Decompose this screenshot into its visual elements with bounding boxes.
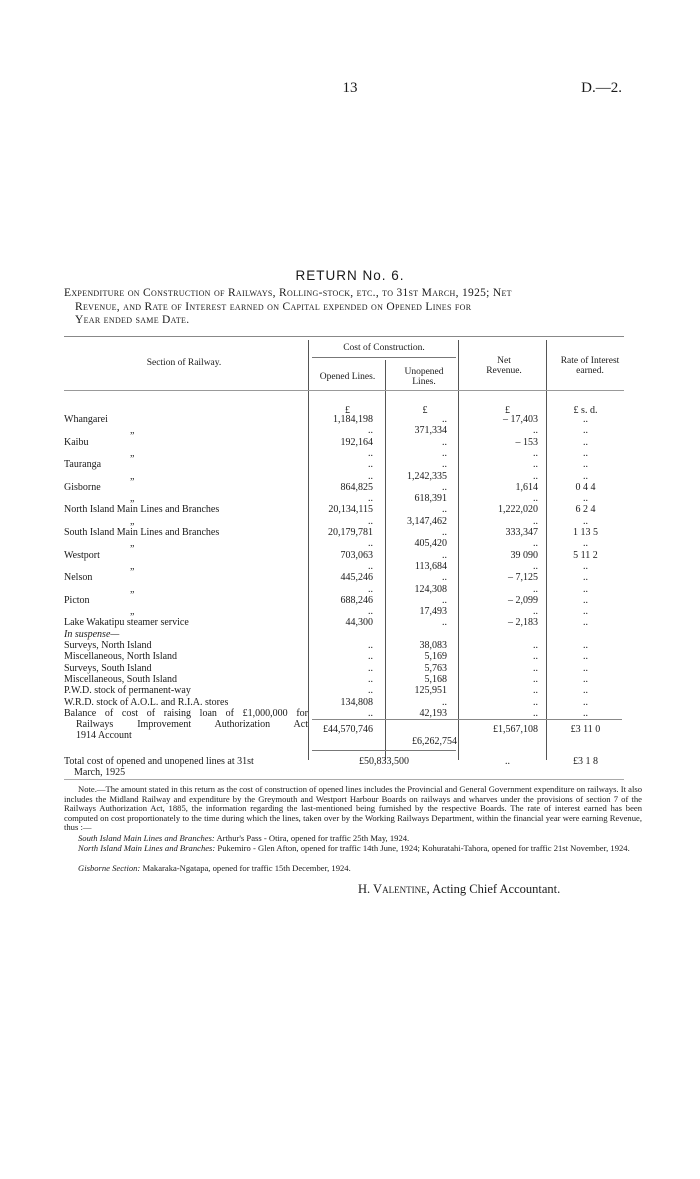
row-section-label: P.W.D. stock of permanent-way bbox=[64, 685, 191, 697]
row-rate-value: .. bbox=[583, 662, 588, 674]
row-unopened-value: 1,242,335 bbox=[407, 470, 447, 482]
row-unopened-value: 42,193 bbox=[419, 707, 447, 719]
return-subtitle bbox=[64, 287, 634, 328]
row-rate-value: .. bbox=[583, 414, 588, 425]
row-section-label: „ bbox=[130, 538, 135, 550]
row-unopened-value: 3,147,462 bbox=[407, 515, 447, 527]
row-opened-value: 44,300 bbox=[345, 617, 373, 629]
note-main-text: Note.—The amount stated in this return as the cost of construction of opened lines includes the Provincial and General Government expenditure on railways. It also includes the Midland Railway and expenditure by the Greymouth and Westport Harbour Boards on railways and wharves under the provisions of section 7 of the Railways Authorization Act, 1885, the information regarding the last-mentioned being furnished by the respective Boards. The rate of interest earned has been computed on cost proportionately to the time during which the lines, taken over by the Working Railways Department, within the financial year were earning Revenue, thus :— bbox=[64, 784, 642, 833]
row-opened-value: .. bbox=[368, 515, 373, 527]
table-top-rule bbox=[64, 336, 624, 337]
row-section-label: Surveys, North Island bbox=[64, 640, 152, 651]
row-rate-value: .. bbox=[583, 696, 588, 708]
note-gisborne bbox=[64, 864, 642, 874]
total-opened: £44,570,746 bbox=[323, 724, 373, 735]
row-revenue-value: .. bbox=[533, 696, 538, 708]
row-unopened-value: 5,168 bbox=[424, 673, 447, 685]
grand-total-label-line-2: March, 1925 bbox=[74, 767, 126, 779]
row-section-label: 1914 Account bbox=[76, 730, 132, 742]
row-opened-value: .. bbox=[368, 606, 373, 618]
row-rate-value: .. bbox=[583, 583, 588, 595]
row-opened-value: .. bbox=[368, 640, 373, 651]
row-revenue-value: .. bbox=[533, 470, 538, 482]
row-unopened-value: .. bbox=[442, 414, 447, 425]
return-title: RETURN No. 6. bbox=[295, 268, 405, 283]
row-unopened-value: 17,493 bbox=[419, 606, 447, 618]
note-north-island bbox=[64, 844, 642, 854]
header-cost-group: Cost of Construction. bbox=[343, 343, 425, 353]
row-rate-value: .. bbox=[583, 673, 588, 685]
unit-unopened: £ bbox=[422, 405, 428, 416]
row-section-label: Railways Improvement Authorization Act bbox=[76, 719, 308, 731]
cost-group-rule bbox=[312, 357, 456, 358]
row-revenue-value: – 2,099 bbox=[508, 594, 538, 606]
row-section-label: Balance of cost of raising loan of £1,000,000 for bbox=[64, 707, 308, 719]
row-opened-value: .. bbox=[368, 447, 373, 459]
row-rate-value: .. bbox=[583, 685, 588, 697]
row-unopened-value: .. bbox=[442, 527, 447, 538]
row-unopened-value: .. bbox=[442, 594, 447, 606]
row-revenue-value: 1,614 bbox=[515, 481, 538, 493]
unit-opened: £ bbox=[345, 405, 350, 416]
row-section-label: „ bbox=[130, 470, 135, 482]
row-unopened-value: 38,083 bbox=[419, 640, 447, 651]
row-unopened-value: .. bbox=[442, 459, 447, 471]
grand-total-value: £50,833,500 bbox=[359, 756, 409, 767]
header-section: Section of Railway. bbox=[146, 358, 222, 368]
row-revenue-value: – 153 bbox=[515, 436, 538, 448]
total-unopened: £6,262,754 bbox=[412, 736, 457, 747]
row-revenue-value: .. bbox=[533, 493, 538, 505]
row-rate-value: .. bbox=[583, 538, 588, 550]
note-south-text: Arthur's Pass - Otira, opened for traffic 25th May, 1924. bbox=[216, 833, 410, 843]
row-unopened-value: 124,308 bbox=[414, 583, 447, 595]
row-rate-value: 1 13 5 bbox=[573, 527, 598, 538]
row-rate-value: .. bbox=[583, 640, 588, 651]
row-rate-value: .. bbox=[583, 459, 588, 471]
header-bottom-rule bbox=[64, 390, 624, 391]
header-net-revenue: Net Revenue. bbox=[486, 356, 522, 376]
row-rate-value: .. bbox=[583, 436, 588, 448]
row-section-label: South Island Main Lines and Branches bbox=[64, 527, 220, 538]
row-section-label: Miscellaneous, South Island bbox=[64, 673, 178, 685]
row-section-label: „ bbox=[130, 447, 135, 459]
row-unopened-value: .. bbox=[442, 481, 447, 493]
row-opened-value: 1,184,198 bbox=[333, 414, 373, 425]
row-section-label: Gisborne bbox=[64, 481, 101, 493]
signature bbox=[358, 882, 560, 897]
row-section-label: Westport bbox=[64, 549, 100, 561]
row-section-label: Nelson bbox=[64, 572, 93, 584]
totals-top-rule bbox=[312, 719, 622, 720]
grand-total-rate: £3 1 8 bbox=[573, 756, 598, 767]
row-revenue-value: .. bbox=[533, 515, 538, 527]
header-rate: Rate of Interest earned. bbox=[560, 356, 620, 376]
note-gisborne-text: Makaraka-Ngatapa, opened for traffic 15th December, 1924. bbox=[142, 863, 351, 873]
note-north-text: Pukemiro - Glen Afton, opened for traffic 14th June, 1924; Kohuratahi-Tahora, opened for traffic 21st November, 1924. bbox=[217, 843, 630, 853]
row-rate-value: .. bbox=[583, 606, 588, 618]
grand-total-revenue: .. bbox=[505, 756, 510, 767]
unit-rate: £ s. d. bbox=[573, 405, 598, 416]
row-revenue-value: .. bbox=[533, 459, 538, 471]
row-section-label: North Island Main Lines and Branches bbox=[64, 504, 220, 516]
row-rate-value: .. bbox=[583, 560, 588, 572]
row-revenue-value: .. bbox=[533, 685, 538, 697]
row-opened-value: .. bbox=[368, 470, 373, 482]
row-unopened-value: 113,684 bbox=[414, 560, 447, 572]
row-revenue-value: – 17,403 bbox=[503, 414, 538, 425]
row-section-label: In suspense— bbox=[64, 628, 120, 640]
row-opened-value: .. bbox=[368, 673, 373, 685]
row-revenue-value: .. bbox=[533, 651, 538, 663]
row-rate-value: .. bbox=[583, 515, 588, 527]
row-revenue-value: 333,347 bbox=[505, 527, 538, 538]
row-unopened-value: 371,334 bbox=[414, 425, 447, 437]
row-revenue-value: 39 090 bbox=[510, 549, 538, 561]
note-north-label: North Island Main Lines and Branches: bbox=[78, 843, 216, 853]
row-revenue-value: .. bbox=[533, 447, 538, 459]
row-revenue-value: 1,222,020 bbox=[498, 504, 538, 516]
document-reference: D.—2. bbox=[581, 80, 622, 96]
signature-title: , Acting Chief Accountant. bbox=[426, 882, 561, 896]
row-opened-value: .. bbox=[368, 707, 373, 719]
subtitle-line-2: Revenue, and Rate of Interest earned on Capital expended on Opened Lines for bbox=[75, 300, 472, 313]
row-section-label: Miscellaneous, North Island bbox=[64, 651, 178, 663]
row-unopened-value: .. bbox=[442, 696, 447, 708]
row-opened-value: 192,164 bbox=[340, 436, 373, 448]
grand-total-label bbox=[64, 756, 304, 779]
row-unopened-value: .. bbox=[442, 447, 447, 459]
row-section-label: Kaibu bbox=[64, 436, 89, 448]
grand-total-label-line-1: Total cost of opened and unopened lines at 31st bbox=[64, 756, 254, 767]
row-revenue-value: .. bbox=[533, 425, 538, 437]
row-rate-value: 5 11 2 bbox=[573, 549, 598, 561]
col-divider-unopened bbox=[458, 340, 459, 760]
row-revenue-value: .. bbox=[533, 707, 538, 719]
row-opened-value: 864,825 bbox=[340, 481, 373, 493]
row-revenue-value: .. bbox=[533, 583, 538, 595]
row-opened-value: .. bbox=[368, 651, 373, 663]
row-opened-value: .. bbox=[368, 662, 373, 674]
row-opened-value: .. bbox=[368, 538, 373, 550]
row-section-label: „ bbox=[130, 606, 135, 618]
row-revenue-value: – 7,125 bbox=[508, 572, 538, 584]
row-opened-value: 20,179,781 bbox=[328, 527, 373, 538]
row-opened-value: 703,063 bbox=[340, 549, 373, 561]
row-opened-value: 688,246 bbox=[340, 594, 373, 606]
row-rate-value: .. bbox=[583, 572, 588, 584]
row-unopened-value: 125,951 bbox=[414, 685, 447, 697]
row-revenue-value: .. bbox=[533, 662, 538, 674]
row-opened-value: 20,134,115 bbox=[328, 504, 373, 516]
row-unopened-value: 405,420 bbox=[414, 538, 447, 550]
note-gisborne-label: Gisborne Section: bbox=[78, 863, 141, 873]
row-unopened-value: .. bbox=[442, 617, 447, 629]
row-opened-value: .. bbox=[368, 493, 373, 505]
note-south-label: South Island Main Lines and Branches: bbox=[78, 833, 215, 843]
row-revenue-value: .. bbox=[533, 673, 538, 685]
grand-total-rule bbox=[312, 750, 456, 751]
row-opened-value: 445,246 bbox=[340, 572, 373, 584]
row-rate-value: .. bbox=[583, 493, 588, 505]
row-revenue-value: – 2,183 bbox=[508, 617, 538, 629]
row-opened-value: .. bbox=[368, 459, 373, 471]
col-divider-revenue bbox=[546, 340, 547, 760]
signature-name: H. Valentine bbox=[358, 882, 427, 896]
row-section-label: W.R.D. stock of A.O.L. and R.I.A. stores bbox=[64, 696, 229, 708]
row-rate-value: .. bbox=[583, 470, 588, 482]
row-section-label: „ bbox=[130, 515, 135, 527]
table-bottom-rule bbox=[64, 779, 624, 780]
subtitle-line-3: Year ended same Date. bbox=[75, 314, 190, 326]
row-rate-value: .. bbox=[583, 707, 588, 719]
row-opened-value: .. bbox=[368, 560, 373, 572]
total-revenue: £1,567,108 bbox=[493, 724, 538, 735]
row-opened-value: .. bbox=[368, 685, 373, 697]
page-number: 13 bbox=[342, 80, 358, 96]
row-unopened-value: .. bbox=[442, 436, 447, 448]
row-section-label: Surveys, South Island bbox=[64, 662, 152, 674]
unit-net-revenue: £ bbox=[505, 405, 510, 416]
subtitle-line-1: Expenditure on Construction of Railways, Rolling-stock, etc., to 31st March, 1925; Net bbox=[64, 287, 512, 299]
note-main bbox=[64, 785, 642, 833]
header-unopened: Unopened Lines. bbox=[404, 367, 444, 387]
row-revenue-value: .. bbox=[533, 538, 538, 550]
row-unopened-value: 5,169 bbox=[424, 651, 447, 663]
row-section-label: Whangarei bbox=[64, 414, 108, 425]
row-section-label: Tauranga bbox=[64, 459, 102, 471]
row-opened-value: .. bbox=[368, 583, 373, 595]
row-rate-value: .. bbox=[583, 447, 588, 459]
row-unopened-value: .. bbox=[442, 504, 447, 516]
row-rate-value: .. bbox=[583, 594, 588, 606]
row-rate-value: 6 2 4 bbox=[575, 504, 596, 516]
row-section-label: „ bbox=[130, 560, 135, 572]
row-revenue-value: .. bbox=[533, 640, 538, 651]
row-opened-value: .. bbox=[368, 425, 373, 437]
row-unopened-value: .. bbox=[442, 549, 447, 561]
row-section-label: „ bbox=[130, 493, 135, 505]
total-rate: £3 11 0 bbox=[570, 724, 601, 735]
row-opened-value: 134,808 bbox=[340, 696, 373, 708]
header-opened: Opened Lines. bbox=[319, 372, 376, 382]
row-section-label: „ bbox=[130, 425, 135, 437]
row-unopened-value: .. bbox=[442, 572, 447, 584]
row-unopened-value: 5,763 bbox=[424, 662, 447, 674]
row-revenue-value: .. bbox=[533, 560, 538, 572]
row-section-label: Lake Wakatipu steamer service bbox=[64, 617, 189, 629]
row-rate-value: .. bbox=[583, 425, 588, 437]
row-rate-value: 0 4 4 bbox=[575, 481, 596, 493]
row-revenue-value: .. bbox=[533, 606, 538, 618]
row-rate-value: .. bbox=[583, 651, 588, 663]
row-rate-value: .. bbox=[583, 617, 588, 629]
row-section-label: „ bbox=[130, 583, 135, 595]
row-unopened-value: 618,391 bbox=[414, 493, 447, 505]
row-section-label: Picton bbox=[64, 594, 90, 606]
